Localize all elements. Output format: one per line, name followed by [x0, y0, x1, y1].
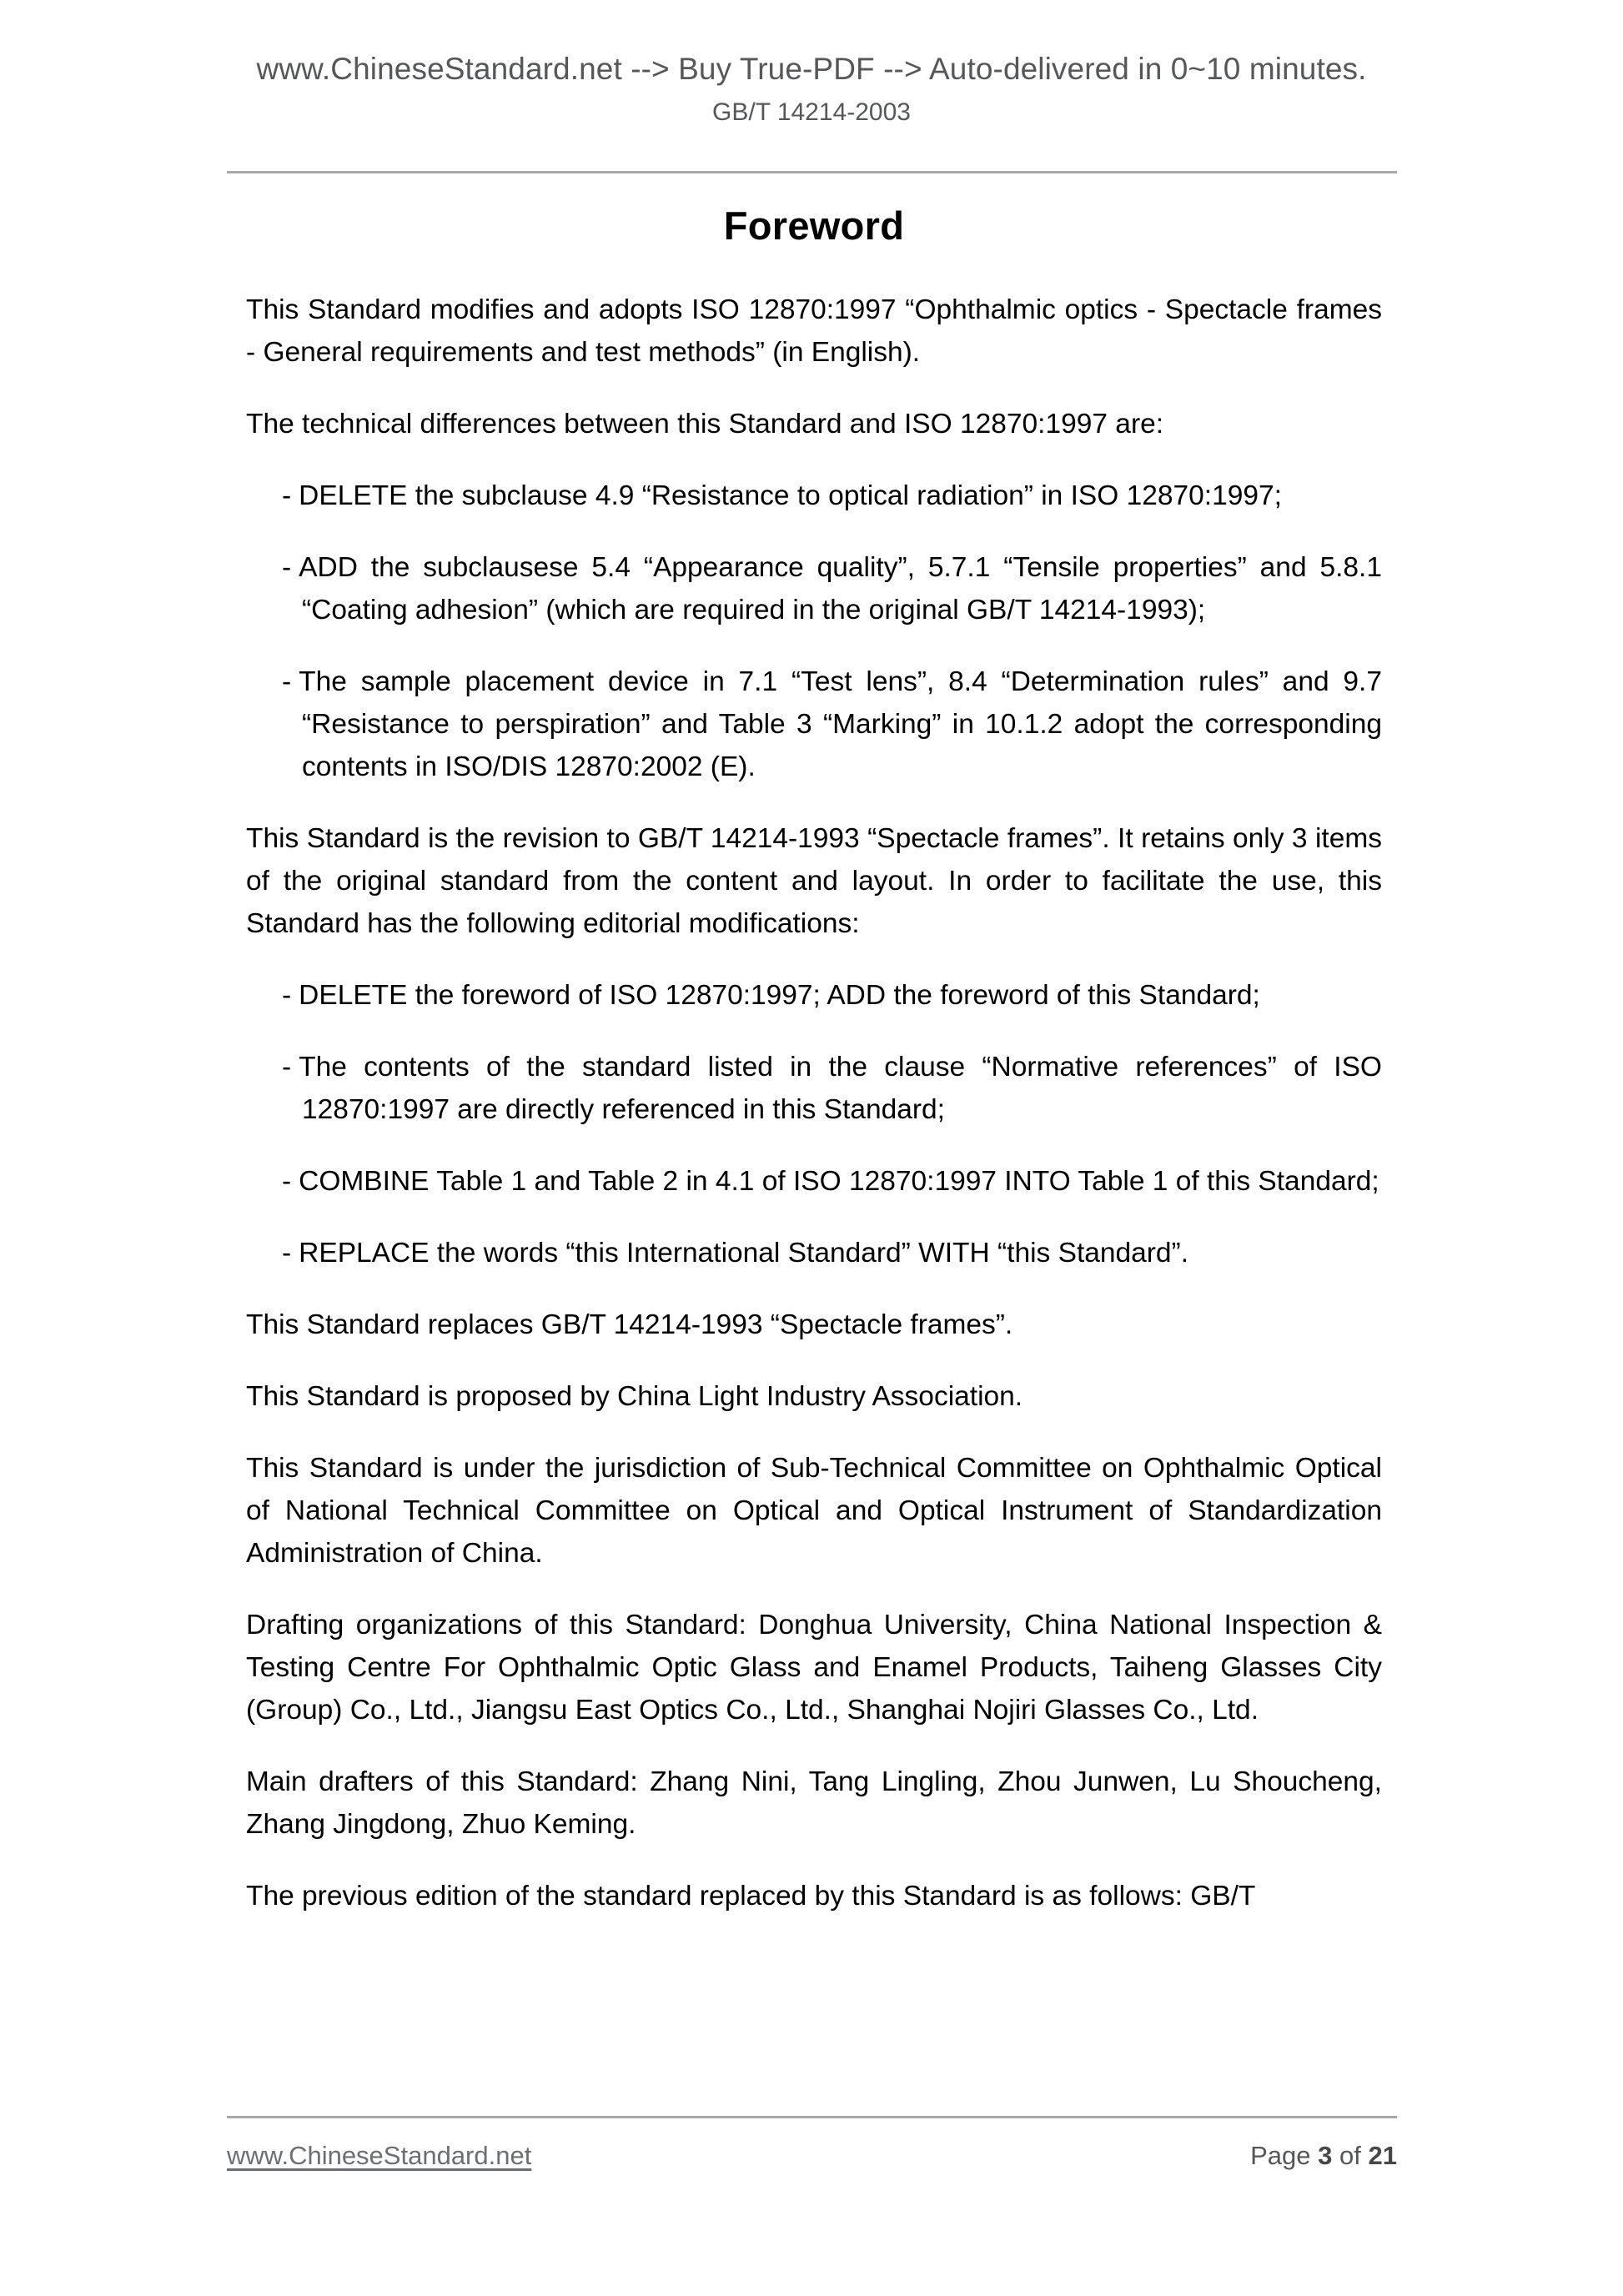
- paragraph-revision: This Standard is the revision to GB/T 14214-1993 “Spectacle frames”. It retains only 3 items of the original standard from the content and layout. In order to facilitate the use, this Standard has the following editorial modifications:: [246, 823, 1382, 939]
- footer-row: [227, 2141, 1397, 2171]
- bullet-dash-icon: -: [282, 666, 292, 697]
- technical-differences-list: [246, 475, 1382, 788]
- bullet-dash-icon: -: [282, 1238, 292, 1269]
- paragraph-technical-differences-lead: The technical differences between this Standard and ISO 12870:1997 are:: [246, 409, 1164, 440]
- paragraph-replaces: This Standard replaces GB/T 14214-1993 “Spectacle frames”.: [246, 1309, 1013, 1340]
- list-item: [282, 1160, 1382, 1203]
- paragraph-jurisdiction: This Standard is under the jurisdiction of Sub-Technical Committee on Ophthalmic Optical of National Technical Committee on Optical and Optical Instrument of Standardization Administration of China.: [246, 1453, 1382, 1569]
- list-item: [282, 1046, 1382, 1131]
- paragraph-intro: This Standard modifies and adopts ISO 12870:1997 “Ophthalmic optics - Spectacle frames - General requirements and test methods” (in English).: [246, 294, 1382, 368]
- current-page-number: 3: [1318, 2141, 1333, 2170]
- document-content: [246, 203, 1382, 1917]
- list-item-text: DELETE the foreword of ISO 12870:1997; ADD the foreword of this Standard;: [299, 980, 1260, 1011]
- footer-site-link[interactable]: www.ChineseStandard.net: [227, 2141, 532, 2170]
- paragraph-previous-edition: The previous edition of the standard replaced by this Standard is as follows: GB/T: [246, 1881, 1256, 1912]
- paragraph-drafting-organizations: Drafting organizations of this Standard: Donghua University, China National Inspection & Testing Centre For Ophthalmic Optic Glass and Enamel Products, Taiheng Glasses City (Group) Co., Ltd., Jiangsu East Optics Co., Ltd., Shanghai Nojiri Glasses Co., Ltd.: [246, 1610, 1382, 1726]
- list-item: [282, 546, 1382, 631]
- total-page-number: 21: [1368, 2141, 1397, 2170]
- bullet-dash-icon: -: [282, 1166, 292, 1197]
- page-prefix-label: Page: [1250, 2141, 1311, 2170]
- list-item: [282, 661, 1382, 788]
- bullet-dash-icon: -: [282, 1052, 292, 1083]
- list-item: [282, 1232, 1382, 1274]
- page-indicator: [1250, 2141, 1397, 2171]
- list-item: [282, 475, 1382, 517]
- list-item-text: ADD the subclausese 5.4 “Appearance quality”, 5.7.1 “Tensile properties” and 5.8.1 “Coating adhesion” (which are required in the original GB/T 14214-1993);: [299, 552, 1382, 625]
- list-item-text: COMBINE Table 1 and Table 2 in 4.1 of ISO 12870:1997 INTO Table 1 of this Standard;: [299, 1166, 1379, 1197]
- list-item-text: The contents of the standard listed in the clause “Normative references” of ISO 12870:1997 are directly referenced in this Standard;: [299, 1052, 1382, 1125]
- standard-code-text: GB/T 14214-2003: [712, 98, 911, 127]
- list-item-text: The sample placement device in 7.1 “Test lens”, 8.4 “Determination rules” and 9.7 “Resistance to perspiration” and Table 3 “Marking” in 10.1.2 adopt the corresponding contents in ISO/DIS 12870:2002 (E).: [299, 666, 1382, 782]
- page-footer: [227, 2116, 1397, 2171]
- paragraph-main-drafters: Main drafters of this Standard: Zhang Nini, Tang Lingling, Zhou Junwen, Lu Shoucheng, Zhang Jingdong, Zhuo Keming.: [246, 1766, 1382, 1840]
- header-divider: [227, 171, 1397, 173]
- editorial-modifications-list: [246, 974, 1382, 1274]
- list-item-text: REPLACE the words “this International Standard” WITH “this Standard”.: [299, 1238, 1189, 1269]
- page-header: [0, 50, 1623, 128]
- list-item-text: DELETE the subclause 4.9 “Resistance to optical radiation” in ISO 12870:1997;: [299, 480, 1282, 511]
- bullet-dash-icon: -: [282, 980, 292, 1011]
- bullet-dash-icon: -: [282, 480, 292, 511]
- page-of-label: of: [1339, 2141, 1361, 2170]
- paragraph-proposed-by: This Standard is proposed by China Light Industry Association.: [246, 1381, 1023, 1412]
- promo-banner-text: www.ChineseStandard.net --> Buy True-PDF --> Auto-delivered in 0~10 minutes.: [256, 52, 1367, 86]
- footer-divider: [227, 2116, 1397, 2118]
- list-item: [282, 974, 1382, 1017]
- bullet-dash-icon: -: [282, 552, 292, 583]
- page-title: Foreword: [723, 203, 905, 248]
